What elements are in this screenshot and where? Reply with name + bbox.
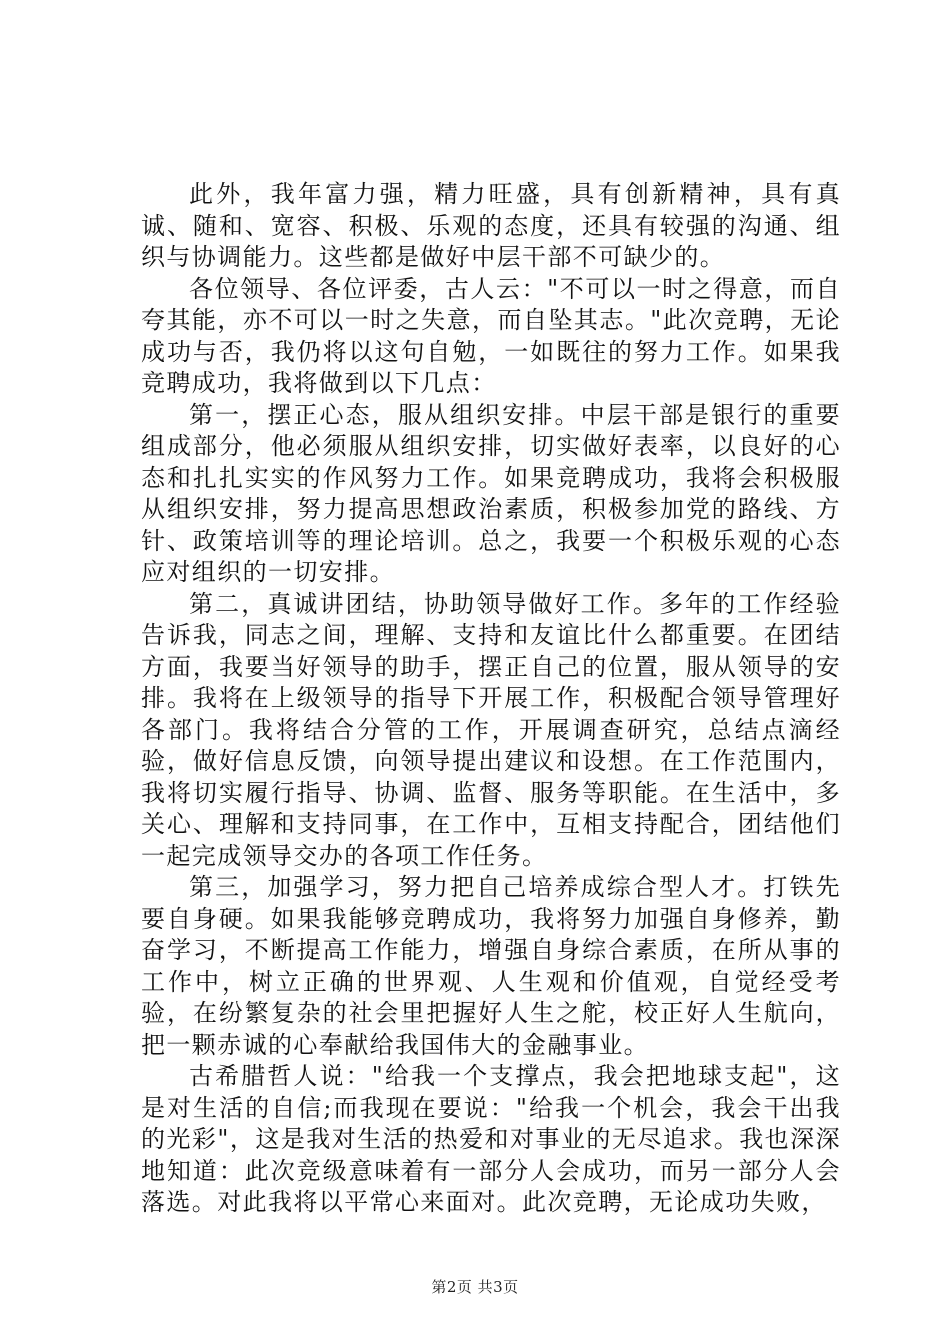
paragraph-4: 第二，真诚讲团结，协助领导做好工作。多年的工作经验告诉我，同志之间，理解、支持和友谊比什么都重要。在团结方面，我要当好领导的助手，摆正自己的位置，服从领导的安排。我将在上级领导的指导下开展工作，积极配合领导管理好各部门。我将结合分管的工作，开展调查研究，总结点滴经验，做好信息反馈，向领导提出建议和设想。在工作范围内，我将切实履行指导、协调、监督、服务等职能。在生活中，多关心、理解和支持同事，在工作中，互相支持配合，团结他们一起完成领导交办的各项工作任务。 bbox=[141, 589, 841, 870]
paragraph-3: 第一，摆正心态，服从组织安排。中层干部是银行的重要组成部分，他必须服从组织安排，切实做好表率，以良好的心态和扎扎实实的作风努力工作。如果竞聘成功，我将会积极服从组织安排，努力提高思想政治素质，积极参加党的路线、方针、政策培训等的理论培训。总之，我要一个积极乐观的心态应对组织的一切安排。 bbox=[141, 400, 841, 586]
body-text bbox=[141, 179, 841, 1219]
paragraph-5: 第三，加强学习，努力把自己培养成综合型人才。打铁先要自身硬。如果我能够竞聘成功，我将努力加强自身修养，勤奋学习，不断提高工作能力，增强自身综合素质，在所从事的工作中，树立正确的世界观、人生观和价值观，自觉经受考验，在纷繁复杂的社会里把握好人生之舵，校正好人生航向，把一颗赤诚的心奉献给我国伟大的金融事业。 bbox=[141, 873, 841, 1059]
paragraph-2: 各位领导、各位评委，古人云："不可以一时之得意，而自夸其能，亦不可以一时之失意，而自坠其志。"此次竞聘，无论成功与否，我仍将以这句自勉，一如既往的努力工作。如果我竞聘成功，我将做到以下几点： bbox=[141, 274, 841, 397]
paragraph-1: 此外，我年富力强，精力旺盛，具有创新精神，具有真诚、随和、宽容、积极、乐观的态度，还具有较强的沟通、组织与协调能力。这些都是做好中层干部不可缺少的。 bbox=[141, 180, 841, 271]
paragraph-6: 古希腊哲人说："给我一个支撑点，我会把地球支起"，这是对生活的自信;而我现在要说："给我一个机会，我会干出我的光彩"，这是我对生活的热爱和对事业的无尽追求。我也深深地知道：此次竞级意味着有一部分人会成功，而另一部分人会落选。对此我将以平常心来面对。此次竞聘，无论成功失败， bbox=[141, 1062, 841, 1216]
page-number-footer: 第2页 共3页 bbox=[431, 1278, 519, 1296]
